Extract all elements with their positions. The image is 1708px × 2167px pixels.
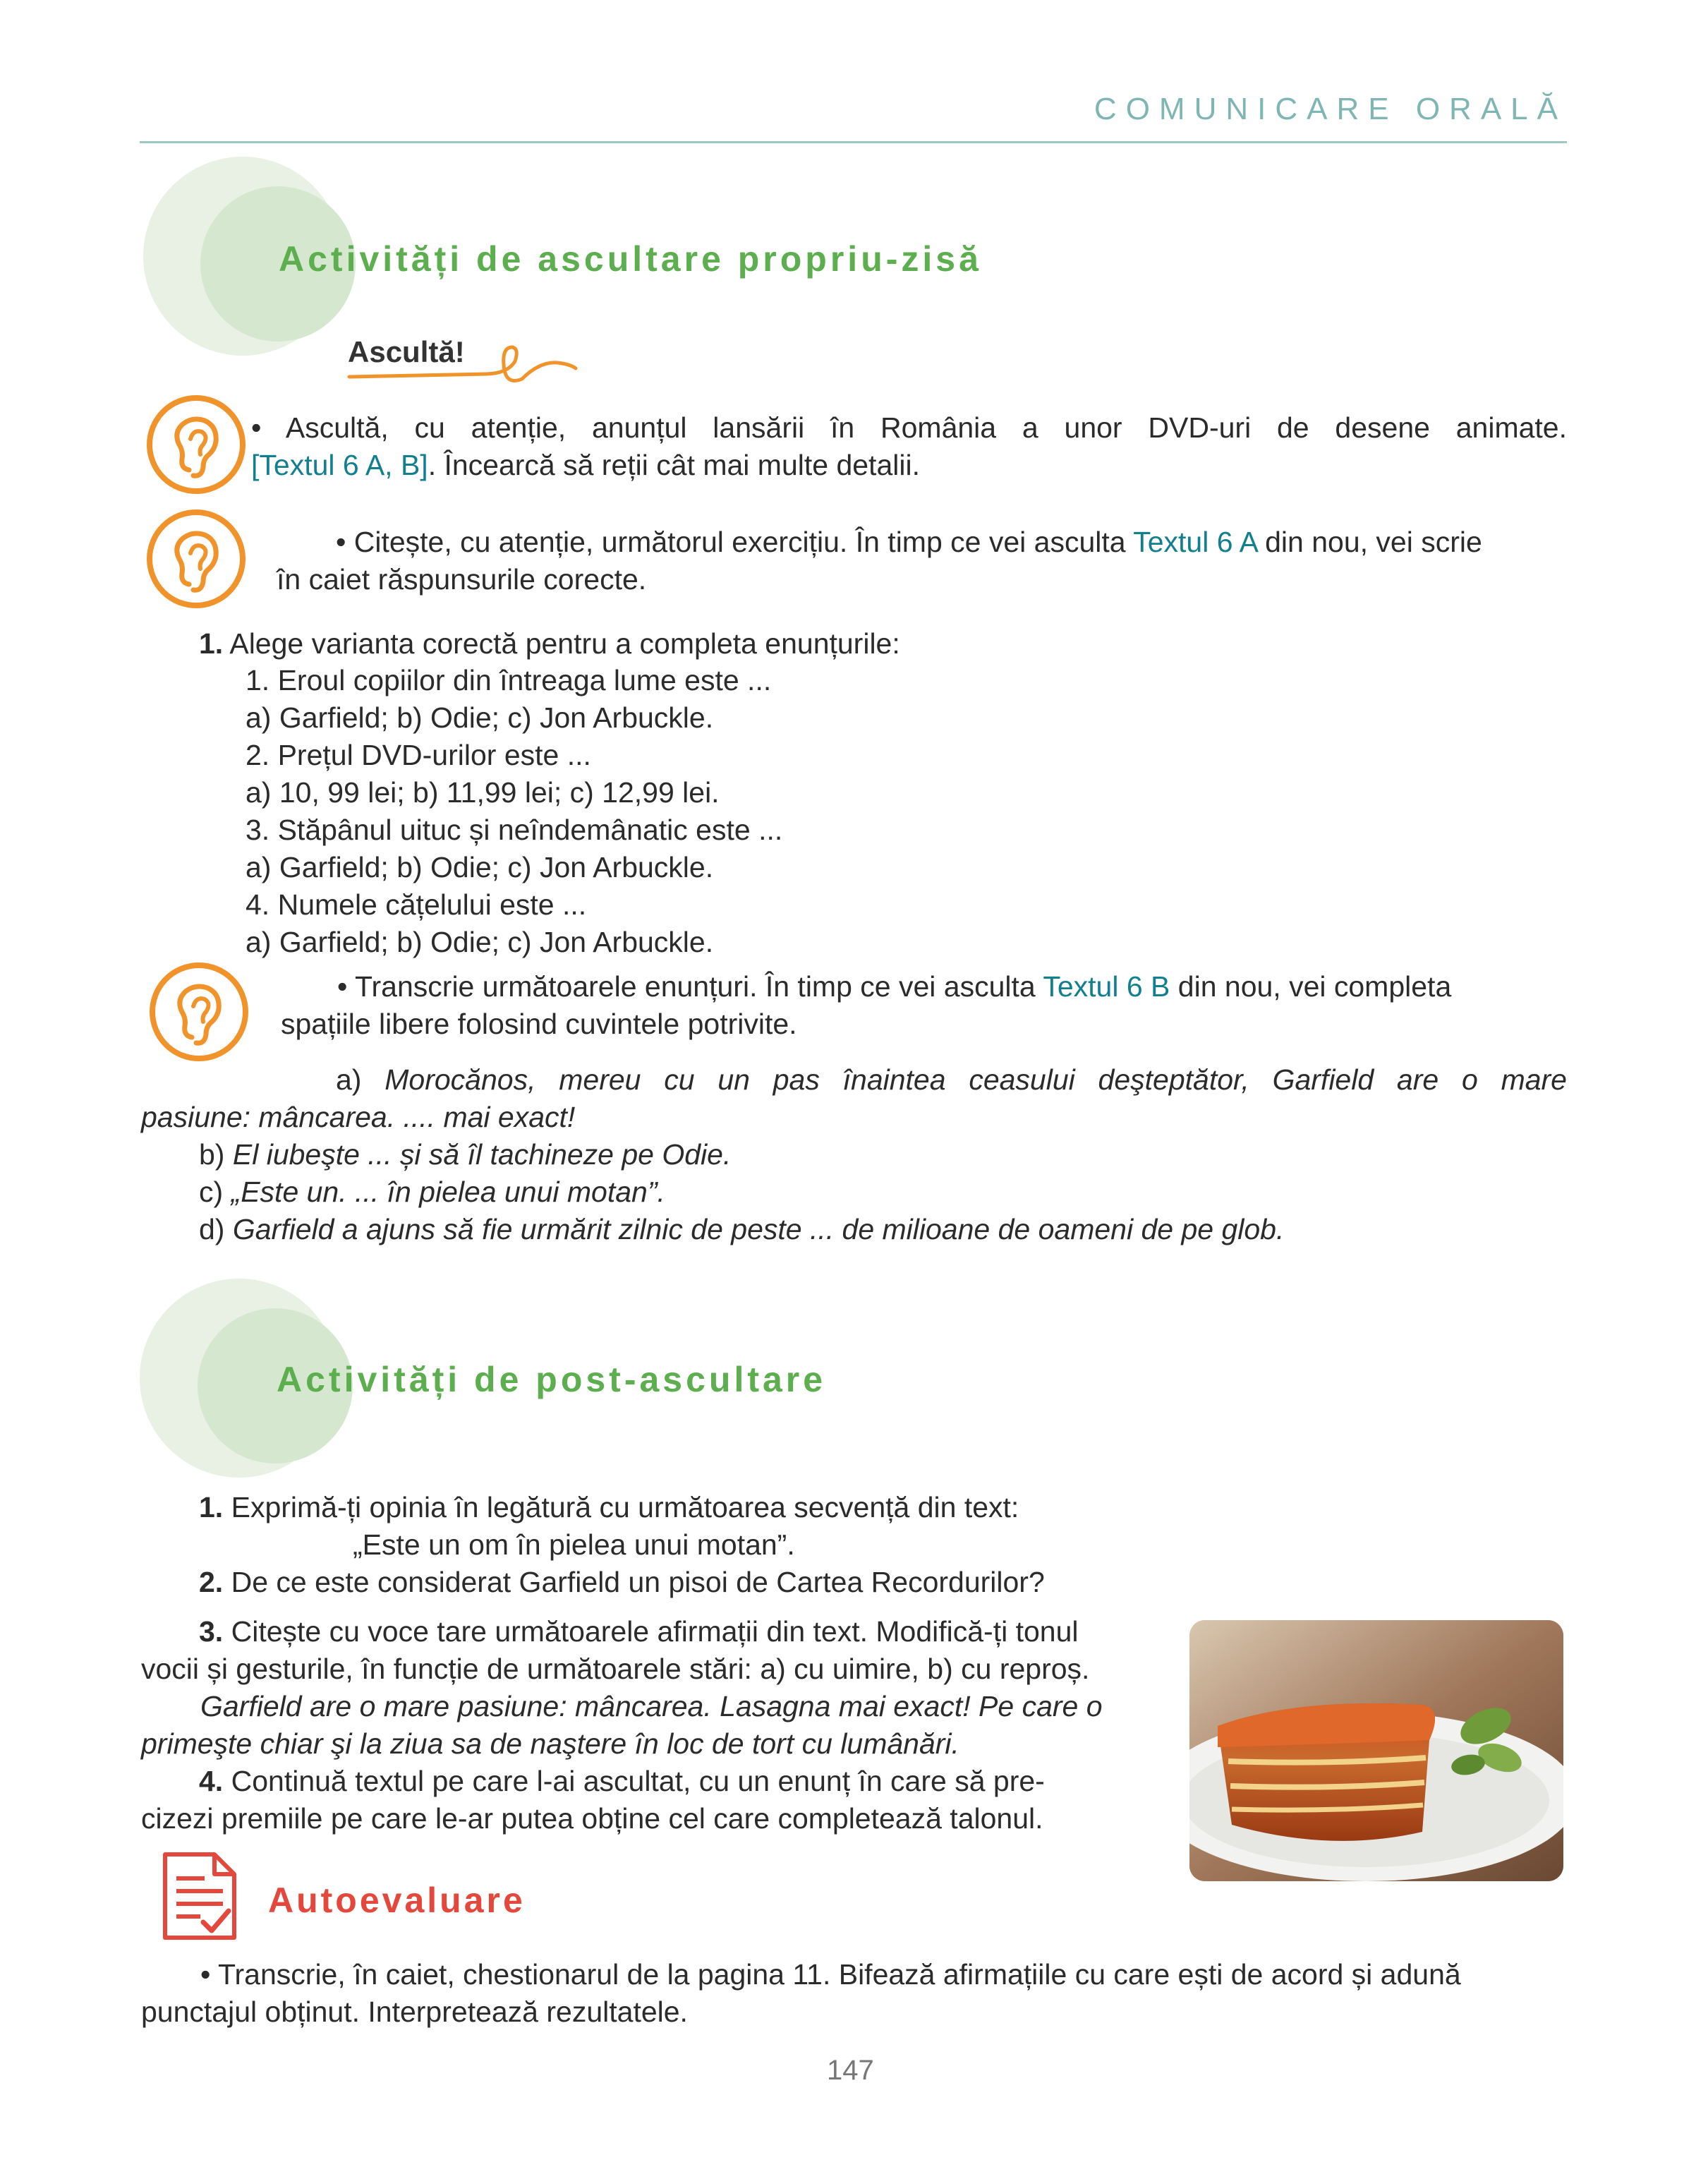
item-text: „Este un. ... în pielea unui motan”. [231,1176,665,1208]
ear-icon [147,395,246,494]
ear-icon [150,962,248,1061]
exercise-number: 1. [199,627,224,660]
header-divider [140,141,1567,143]
question-number: 2. [199,1566,224,1598]
item-label: c) [199,1176,231,1208]
item-label: d) [199,1213,233,1245]
list-item: a) Garfield; b) Odie; c) Jon Arbuckle. [246,701,714,734]
post-question-4-line2: cizezi premiile pe care le-ar putea obține cel care completează talonul. [141,1802,1043,1835]
post-question-3-line2: vocii și gesturile, în funcție de următoarele stări: a) cu uimire, b) cu reproș. [141,1653,1090,1685]
self-assessment-line2: punctajul obținut. Interpretează rezultatele. [141,1996,688,2028]
instruction-listen-2-line2: în caiet răspunsurile corecte. [277,563,647,596]
question-text: Continuă textul pe care l-ai ascultat, cu un enunț în care să pre- [231,1765,1045,1797]
post-question-1 [199,1489,1019,1526]
instruction-listen-1 [251,409,1567,447]
section-title-post-listening: Activități de post-ascultare [277,1360,827,1399]
section-title-listening: Activități de ascultare propriu-zisă [279,239,982,279]
list-item: 1. Eroul copiilor din întreaga lume este ... [246,664,772,696]
post-question-4 [199,1763,1045,1800]
post-question-1-quote: „Este un om în pielea unui motan”. [353,1528,795,1561]
item-text: Garfield a ajuns să fie urmărit zilnic de peste ... de milioane de oameni de pe glob. [232,1213,1285,1245]
text-reference-link[interactable]: Textul 6 B [1043,970,1170,1003]
list-item: a) 10, 99 lei; b) 11,99 lei; c) 12,99 lei. [246,776,720,809]
instruction-text: • Citește, cu atenție, următorul exercițiu. În timp ce vei asculta [336,526,1134,558]
fill-sentence-c [199,1173,665,1211]
lasagna-photo [1189,1620,1563,1881]
squiggle-underline [346,340,579,390]
exercise-heading [199,625,900,663]
list-item: 4. Numele cățelului este ... [246,888,587,921]
post-question-2 [199,1564,1045,1601]
question-number: 4. [199,1765,224,1797]
instruction-listen-1-line2 [251,447,1567,484]
list-item: a) Garfield; b) Odie; c) Jon Arbuckle. [246,851,714,883]
fill-sentence-a [336,1061,1567,1099]
list-item: a) Garfield; b) Odie; c) Jon Arbuckle. [246,926,714,958]
fill-sentence-a-line2: pasiune: mâncarea. .... mai exact! [141,1101,576,1133]
question-text: Citește cu voce tare următoarele afirmații din text. Modifică-ți tonul [231,1615,1079,1648]
instruction-text: din nou, vei scrie [1256,526,1482,558]
question-text: Exprimă-ți opinia în legătură cu următoarea secvență din text: [231,1491,1019,1523]
instruction-text: . Încearcă să reții cât mai multe detalii. [428,449,920,481]
self-assessment-title: Autoevaluare [268,1881,526,1920]
item-text: Morocănos, mereu cu un pas înaintea ceasului deşteptător, Garfield are o mare [384,1063,1567,1096]
list-item: 2. Prețul DVD-urilor este ... [246,739,591,771]
post-question-3 [199,1613,1079,1650]
instruction-text: • Transcrie următoarele enunțuri. În timp ce vei asculta [337,970,1043,1003]
instruction-listen-3 [337,968,1567,1006]
fill-sentence-d [199,1211,1284,1248]
exercise-title: Alege varianta corectă pentru a completa enunțurile: [229,627,900,660]
question-number: 3. [199,1615,224,1648]
list-item: 3. Stăpânul uituc și neîndemânatic este ... [246,814,783,846]
checklist-document-icon [158,1850,241,1942]
instruction-text: din nou, vei completa [1170,970,1452,1003]
question-text: De ce este considerat Garfield un pisoi de Cartea Recordurilor? [231,1566,1045,1598]
text-reference-link[interactable]: Textul 6 A [1133,526,1257,558]
listen-label: Ascultă! [348,335,465,368]
item-text: El iubeşte ... și să îl tachineze pe Odie. [232,1138,732,1171]
item-label: b) [199,1138,233,1171]
item-label: a) [336,1063,385,1096]
post-question-3-quote1: Garfield are o mare pasiune: mâncarea. Lasagna mai exact! Pe care o [200,1690,1103,1722]
instruction-listen-2 [336,524,1567,561]
fill-sentence-b [199,1136,731,1173]
exercise-question-list [246,662,782,961]
text-reference-link[interactable]: [Textul 6 A, B] [251,449,428,481]
ear-icon [147,509,246,608]
self-assessment-line1: • Transcrie, în caiet, chestionarul de la pagina 11. Bifează afirmațiile cu care ești de acord și adună [200,1958,1461,1991]
post-question-3-quote2: primeşte chiar şi la ziua sa de naştere în loc de tort cu lumânări. [141,1727,959,1760]
page-number: 147 [827,2055,874,2086]
question-number: 1. [199,1491,224,1523]
instruction-text: • Ascultă, cu atenție, anunțul lansării în România a unor DVD-uri de desene animate. [251,411,1567,444]
instruction-listen-3-line2: spațiile libere folosind cuvintele potrivite. [281,1008,797,1040]
running-header: COMUNICARE ORALĂ [1094,92,1567,126]
